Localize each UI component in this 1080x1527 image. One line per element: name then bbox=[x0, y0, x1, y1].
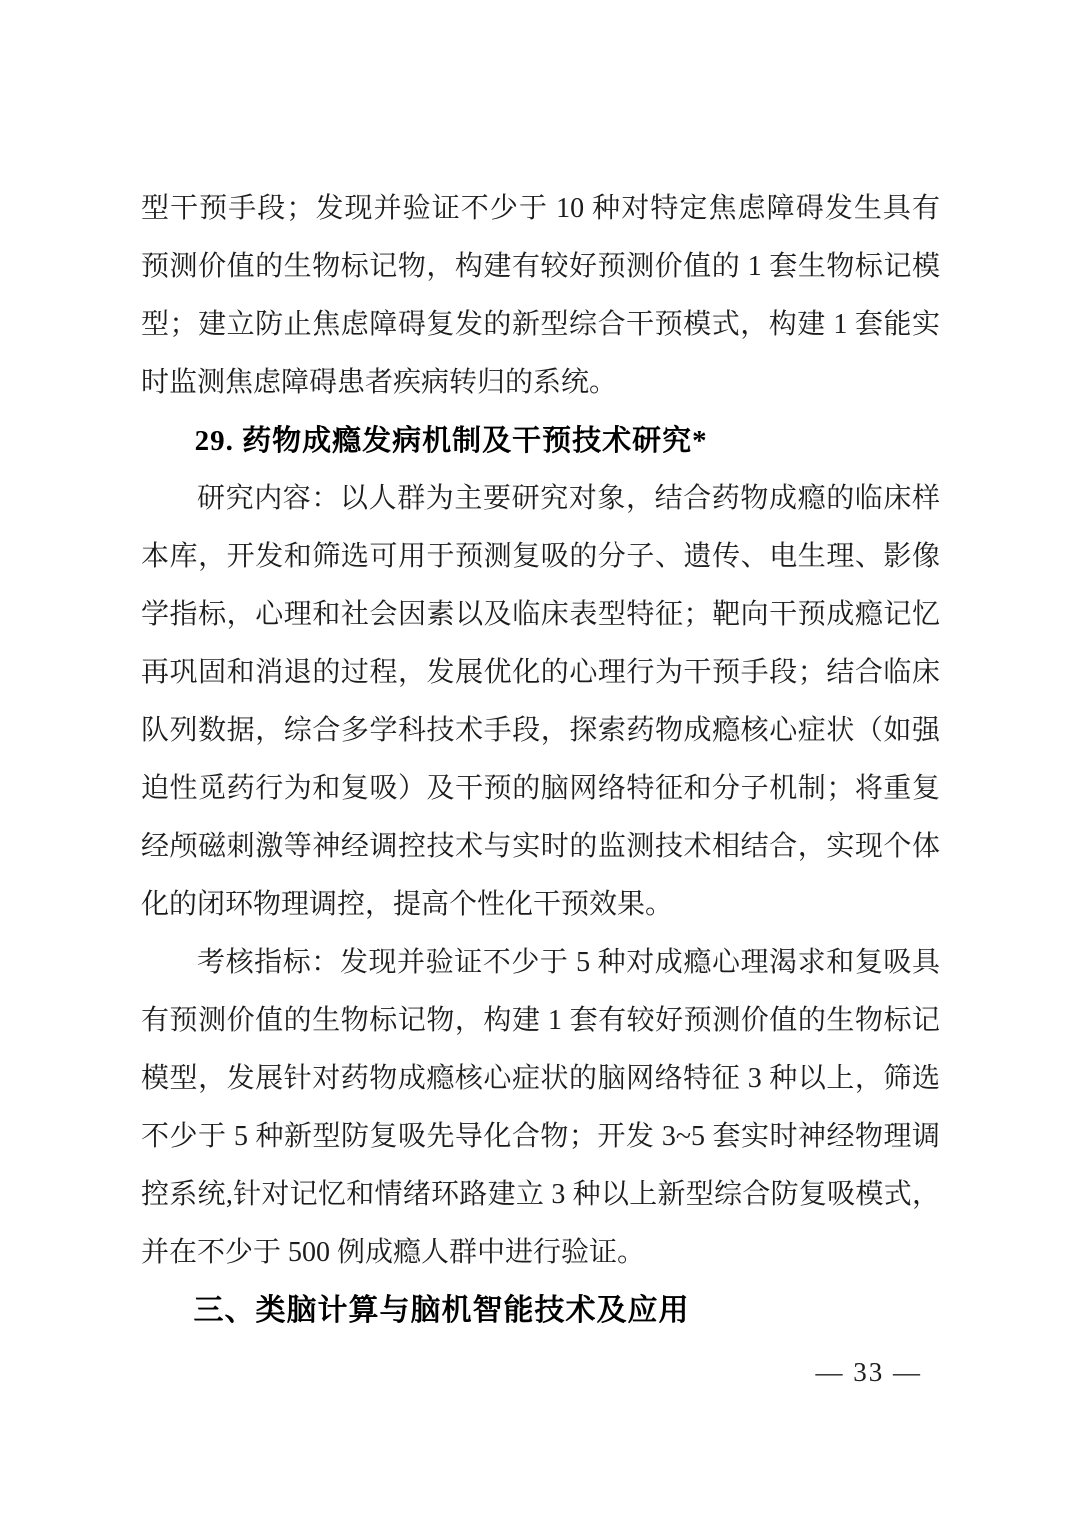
section-3-heading: 三、类脑计算与脑机智能技术及应用 bbox=[193, 1294, 690, 1327]
body-line: 化的闭环物理调控，提高个性化干预效果。 bbox=[141, 889, 674, 920]
body-line: 模型，发展针对药物成瘾核心症状的脑网络特征 3 种以上，筛选 bbox=[141, 1063, 940, 1094]
topic-29-heading: 29. 药物成瘾发病机制及干预技术研究* bbox=[194, 425, 708, 457]
text-block bbox=[141, 180, 940, 1340]
body-line: 本库，开发和筛选可用于预测复吸的分子、遗传、电生理、影像 bbox=[141, 541, 940, 572]
body-line: 并在不少于 500 例成瘾人群中进行验证。 bbox=[141, 1237, 646, 1268]
body-line: 不少于 5 种新型防复吸先导化合物；开发 3~5 套实时神经物理调 bbox=[141, 1121, 940, 1152]
body-line: 预测价值的生物标记物，构建有较好预测价值的 1 套生物标记模 bbox=[141, 251, 940, 282]
body-line: 学指标，心理和社会因素以及临床表型特征；靶向干预成瘾记忆 bbox=[141, 599, 940, 630]
body-line: 队列数据，综合多学科技术手段，探索药物成瘾核心症状（如强 bbox=[141, 715, 940, 746]
body-line: 有预测价值的生物标记物，构建 1 套有较好预测价值的生物标记 bbox=[141, 1005, 940, 1036]
body-line: 型干预手段；发现并验证不少于 10 种对特定焦虑障碍发生具有 bbox=[141, 193, 940, 224]
body-line: 再巩固和消退的过程，发展优化的心理行为干预手段；结合临床 bbox=[141, 657, 940, 688]
body-line: 迫性觅药行为和复吸）及干预的脑网络特征和分子机制；将重复 bbox=[141, 773, 940, 804]
page-number: — 33 — bbox=[815, 1357, 922, 1387]
body-line: 时监测焦虑障碍患者疾病转归的系统。 bbox=[141, 367, 618, 398]
body-line: 经颅磁刺激等神经调控技术与实时的监测技术相结合，实现个体 bbox=[141, 831, 940, 862]
body-line: 研究内容：以人群为主要研究对象，结合药物成瘾的临床样 bbox=[197, 483, 940, 514]
body-line: 型；建立防止焦虑障碍复发的新型综合干预模式，构建 1 套能实 bbox=[141, 309, 940, 340]
body-line: 控系统,针对记忆和情绪环路建立 3 种以上新型综合防复吸模式， bbox=[141, 1179, 940, 1210]
body-line: 考核指标：发现并验证不少于 5 种对成瘾心理渴求和复吸具 bbox=[197, 947, 940, 978]
